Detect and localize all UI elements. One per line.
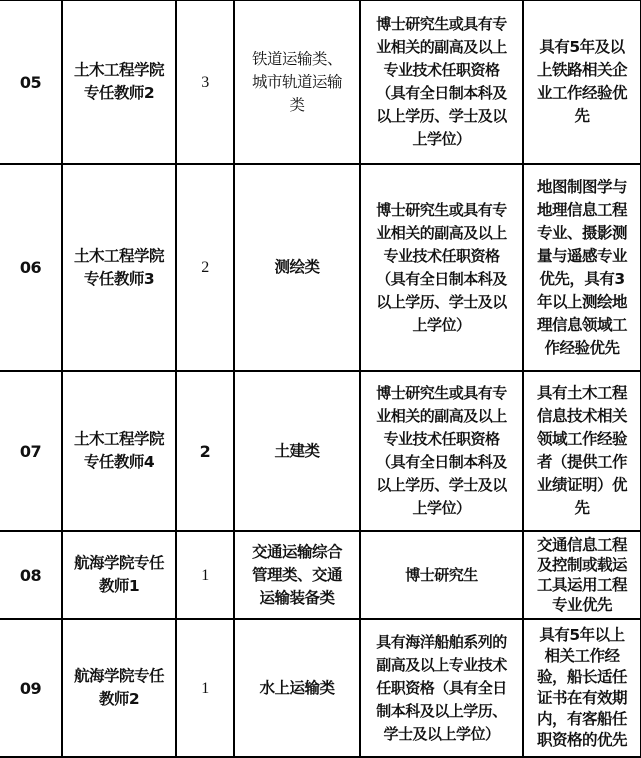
qualification: 博士研究生或具有专 业相关的副高及以上 专业技术任职资格 （具有全日制本科及 以上学历、学士及以 上学位） — [360, 371, 523, 531]
major: 测绘类 — [234, 164, 360, 371]
hire-count: 1 — [176, 619, 234, 757]
other-requirements: 具有5年以上 相关工作经 验，船长适任 证书在有效期 内，有客船任 职资格的优先 — [523, 619, 641, 757]
row-id: 06 — [0, 164, 62, 371]
row-id: 05 — [0, 0, 62, 164]
position-name: 航海学院专任 教师2 — [62, 619, 176, 757]
table-row — [0, 619, 641, 757]
major: 土建类 — [234, 371, 360, 531]
position-name: 土木工程学院 专任教师3 — [62, 164, 176, 371]
major: 水上运输类 — [234, 619, 360, 757]
table-row — [0, 371, 641, 531]
qualification: 具有海洋船舶系列的 副高及以上专业技术 任职资格（具有全日 制本科及以上学历、 学士及以上学位） — [360, 619, 523, 757]
other-requirements: 具有5年及以 上铁路相关企 业工作经验优 先 — [523, 0, 641, 164]
other-requirements: 具有土木工程 信息技术相关 领域工作经验 者（提供工作 业绩证明）优 先 — [523, 371, 641, 531]
position-name: 土木工程学院 专任教师2 — [62, 0, 176, 164]
major: 铁道运输类、 城市轨道运输 类 — [234, 0, 360, 164]
hire-count: 3 — [176, 0, 234, 164]
position-name: 航海学院专任 教师1 — [62, 531, 176, 619]
table-row — [0, 0, 641, 164]
other-requirements: 地图制图学与 地理信息工程 专业、摄影测 量与遥感专业 优先，具有3 年以上测绘地 理信息领域工 作经验优先 — [523, 164, 641, 371]
table-row — [0, 164, 641, 371]
hire-count: 2 — [176, 164, 234, 371]
other-requirements: 交通信息工程 及控制或载运 工具运用工程 专业优先 — [523, 531, 641, 619]
table-row — [0, 531, 641, 619]
row-id: 07 — [0, 371, 62, 531]
position-name: 土木工程学院 专任教师4 — [62, 371, 176, 531]
row-id: 09 — [0, 619, 62, 757]
hire-count: 1 — [176, 531, 234, 619]
qualification: 博士研究生或具有专 业相关的副高及以上 专业技术任职资格 （具有全日制本科及 以上学历、学士及以 上学位） — [360, 0, 523, 164]
row-id: 08 — [0, 531, 62, 619]
major: 交通运输综合 管理类、交通 运输装备类 — [234, 531, 360, 619]
qualification: 博士研究生 — [360, 531, 523, 619]
qualification: 博士研究生或具有专 业相关的副高及以上 专业技术任职资格 （具有全日制本科及 以上学历、学士及以 上学位） — [360, 164, 523, 371]
hire-count: 2 — [176, 371, 234, 531]
